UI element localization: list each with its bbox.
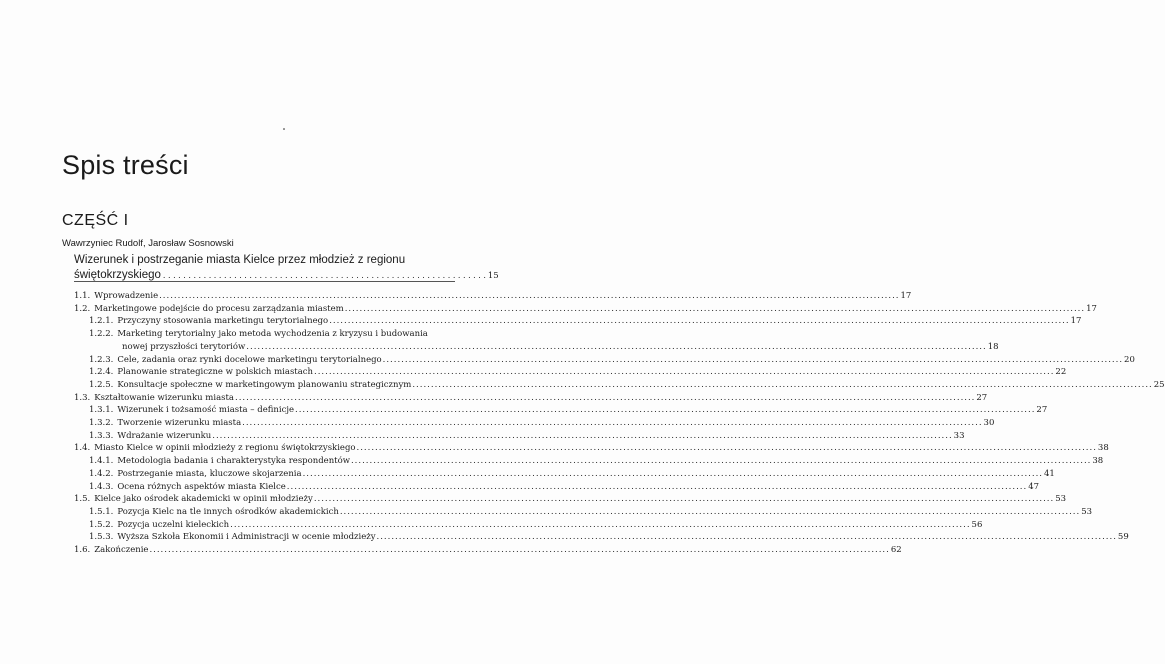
toc-entry-number: 1.3.	[74, 392, 91, 403]
dot-leader: ........................................................................................................................................................................................................	[246, 341, 987, 352]
toc-page-number: 18	[987, 341, 999, 352]
toc-entry-title: Marketingowe podejście do procesu zarządzania miastem	[94, 303, 344, 314]
toc-entry-title: Przyczyny stosowania marketingu terytorialnego	[117, 316, 329, 327]
toc-entry-title: Postrzeganie miasta, kluczowe skojarzenia	[117, 468, 302, 479]
dot-leader: ........................................................................................................................................................................................................	[235, 392, 976, 403]
toc-page-number: 33	[953, 430, 965, 441]
chapter-title-line1: Wizerunek i postrzeganie miasta Kielce przez młodzież z regionu	[74, 254, 406, 266]
dot-leader: ........................................................................................................................................................................................................	[314, 367, 1055, 378]
toc-entry-number: 1.3.1.	[89, 405, 114, 416]
toc-entry-number: 1.4.	[74, 443, 91, 454]
toc-entry-number: 1.2.2.	[89, 329, 114, 340]
toc-entry-number: 1.5.1.	[89, 506, 114, 517]
dot-leader: ........................................................................................................................................................................................................	[329, 316, 1070, 327]
chapter-page-number: 15	[487, 271, 499, 281]
dot-leader: ........................................................................................................................................................................................................	[149, 545, 890, 556]
toc-entry-title: Wprowadzenie	[94, 291, 159, 301]
toc-entry-title: Konsultacje społeczne w marketingowym planowaniu strategicznym	[117, 379, 412, 390]
dot-leader: ........................................................................................................................................................................................................	[159, 291, 900, 301]
toc-entry	[74, 303, 1097, 316]
dot-leader: ........................................................................................................................................................................................................	[376, 532, 1117, 543]
toc-page-number: 17	[900, 291, 912, 301]
toc-page-number: 41	[1043, 468, 1055, 479]
toc-entry-title: Kształtowanie wizerunku miasta	[94, 392, 234, 403]
dot-leader: ........................................................................................................................................................................................................	[339, 506, 1081, 517]
scan-speck	[283, 128, 285, 130]
toc-list	[74, 290, 1165, 557]
toc-page-number: 53	[1081, 506, 1093, 517]
toc-page-number: 30	[983, 418, 995, 429]
toc-entry	[74, 404, 1048, 417]
toc-page-number: 17	[1070, 316, 1082, 327]
page-title: Spis treści	[62, 150, 189, 180]
toc-entry-title: Wdrażanie wizerunku	[117, 430, 212, 441]
toc-entry	[74, 290, 912, 303]
toc-entry	[74, 519, 983, 532]
toc-entry-number: 1.1.	[74, 291, 91, 301]
toc-entry	[74, 379, 1165, 392]
dot-leader: ........................................................................................................................................................................................................	[313, 494, 1055, 505]
authors-line: Wawrzyniec Rudolf, Jarosław Sosnowski	[62, 238, 234, 249]
toc-entry-number: 1.2.3.	[89, 354, 114, 365]
toc-entry-number: 1.2.5.	[89, 379, 114, 390]
dot-leader: ........................................................................................................................................................................................................	[295, 405, 1036, 416]
toc-entry	[74, 417, 995, 430]
toc-entry-title: Pozycja uczelni kieleckich	[117, 519, 230, 530]
toc-entry	[74, 468, 1055, 481]
toc-entry-title: Pozycja Kielc na tle innych ośrodków akademickich	[117, 506, 339, 517]
dot-leader: ........................................................................................................................................................................................................	[412, 379, 1153, 390]
toc-entry-number: 1.2.	[74, 303, 91, 314]
toc-entry-title: Wyższa Szkoła Ekonomii i Administracji w ocenie młodzieży	[117, 532, 376, 543]
toc-entry-title: Cele, zadania oraz rynki docelowe marketingu terytorialnego	[117, 354, 382, 365]
toc-entry-number: 1.5.3.	[89, 532, 114, 543]
toc-page-number: 27	[1036, 405, 1048, 416]
dot-leader: ........................................................................................................................................................................................................	[286, 481, 1028, 492]
toc-entry-number: 1.4.1.	[89, 456, 114, 467]
toc-entry	[74, 392, 988, 405]
toc-entry-title: Wizerunek i tożsamość miasta – definicje	[117, 405, 295, 416]
toc-entry	[74, 442, 1109, 455]
toc-page-number: 25	[1153, 379, 1165, 390]
toc-page-number: 56	[971, 519, 983, 530]
toc-entry-number: 1.2.1.	[89, 316, 114, 327]
dot-leader: ........................................................................................................................................................................................................	[230, 519, 971, 530]
dot-leader: ........................................................................................................................................................................................................	[356, 443, 1097, 454]
toc-entry	[74, 341, 999, 354]
toc-entry-title: Tworzenie wizerunku miasta	[117, 418, 242, 429]
toc-entry-number: 1.4.2.	[89, 468, 114, 479]
toc-entry-number: 1.5.	[74, 494, 91, 505]
toc-page-number: 27	[976, 392, 988, 403]
toc-entry-title: Metodologia badania i charakterystyka respondentów	[117, 456, 350, 467]
toc-page-number: 17	[1086, 303, 1097, 314]
toc-entry	[74, 315, 1082, 328]
toc-entry-title: nowej przyszłości terytoriów	[122, 341, 246, 352]
toc-entry	[74, 328, 455, 341]
toc-entry-title: Zakończenie	[94, 545, 149, 556]
toc-entry-title: Miasto Kielce w opinii młodzieży z regionu świętokrzyskiego	[94, 443, 356, 454]
toc-entry	[74, 430, 965, 443]
toc-entry	[74, 544, 902, 557]
toc-page-number: 53	[1055, 494, 1067, 505]
toc-page-number: 38	[1092, 456, 1104, 467]
chapter-heading	[74, 253, 499, 284]
dot-leader: ........................................................................................................................................................................................................	[350, 456, 1092, 467]
dot-leader: ........................................................................................................................................................................................................	[212, 430, 953, 441]
divider-line	[74, 281, 455, 282]
toc-page-number: 59	[1117, 532, 1129, 543]
toc-entry-number: 1.4.3.	[89, 481, 114, 492]
toc-page-number: 22	[1055, 367, 1067, 378]
dot-leader: ........................................................................................................................................................................................................	[382, 354, 1124, 365]
toc-page-number: 47	[1028, 481, 1040, 492]
dot-leader: ........................................................................................................................................................................................................	[242, 418, 983, 429]
toc-entry-number: 1.5.2.	[89, 519, 114, 530]
toc-page-number: 62	[890, 545, 902, 556]
toc-entry-title: Marketing terytorialny jako metoda wychodzenia z kryzysu i budowania	[117, 329, 428, 340]
dot-leader: . . . . . . . . . . . . . . . . . . . . . . . . . . . . . . . . . . . . . . . . . . . . . . . . . . . . . . . . . . . . . . . .	[162, 271, 486, 280]
dot-leader: ........................................................................................................................................................................................................	[344, 303, 1086, 314]
chapter-title-line2: świętokrzyskiego	[74, 269, 161, 281]
toc-entry-number: 1.3.3.	[89, 430, 114, 441]
part-heading: CZĘŚĆ I	[62, 212, 129, 229]
toc-entry-number: 1.2.4.	[89, 367, 114, 378]
dot-leader: ........................................................................................................................................................................................................	[302, 468, 1043, 479]
toc-entry	[74, 531, 1129, 544]
toc-entry-number: 1.6.	[74, 545, 91, 556]
toc-entry	[74, 455, 1104, 468]
toc-entry-title: Kielce jako ośrodek akademicki w opinii młodzieży	[94, 494, 313, 505]
toc-entry	[74, 354, 1135, 367]
toc-entry	[74, 481, 1040, 494]
toc-entry-title: Planowanie strategiczne w polskich miastach	[117, 367, 314, 378]
toc-entry	[74, 366, 1067, 379]
toc-entry-title: Ocena różnych aspektów miasta Kielce	[117, 481, 286, 492]
toc-page-number: 20	[1124, 354, 1135, 365]
toc-page-number: 38	[1097, 443, 1109, 454]
toc-entry	[74, 506, 1093, 519]
toc-entry	[74, 493, 1067, 506]
toc-entry-number: 1.3.2.	[89, 418, 114, 429]
